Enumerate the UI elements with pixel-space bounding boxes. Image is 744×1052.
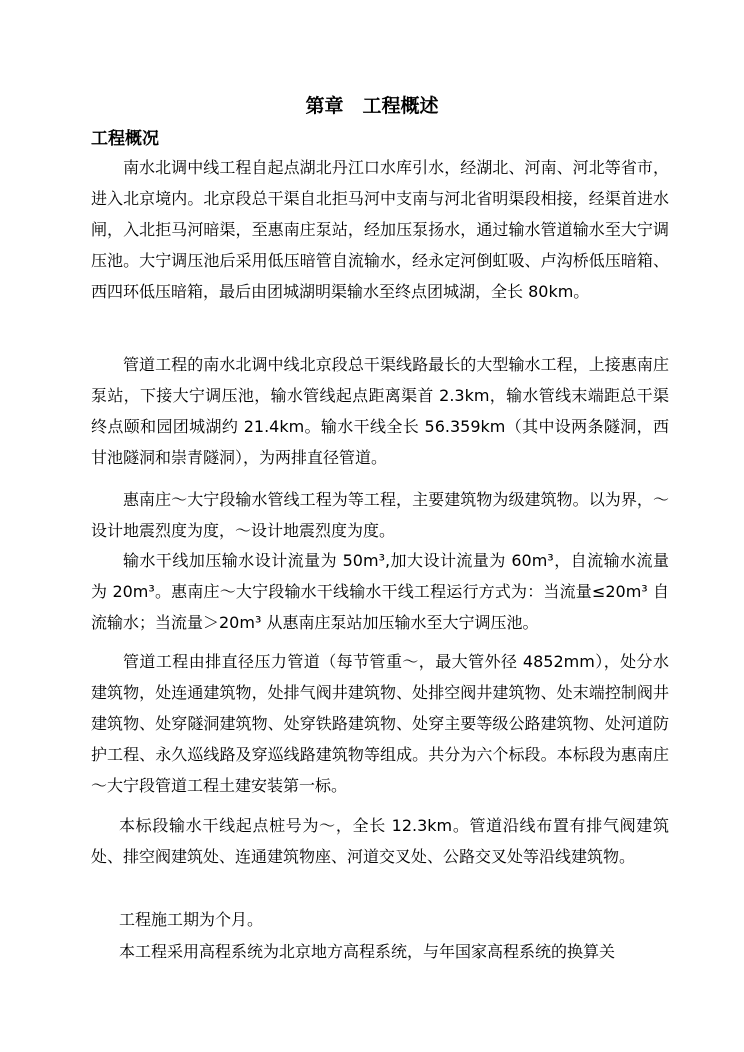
chapter-title: 第章 工程概述: [305, 95, 439, 117]
paragraph-flow-design: 输水干线加压输水设计流量为 50m³,加大设计流量为 60m³，自流输水流量为 20m³。惠南庄～大宁段输水干线输水干线工程运行方式为：当流量≤20m³ 自流输水；当流量＞20m³ 从惠南庄泵站加压输水至大宁调压池。: [91, 551, 669, 632]
paragraph-seismic-grade: 惠南庄～大宁段输水管线工程为等工程，主要建筑物为级建筑物。以为界，～设计地震烈度为度，～设计地震烈度为度。: [91, 490, 669, 540]
paragraph-structures: 管道工程由排直径压力管道（每节管重～，最大管外径 4852mm），处分水建筑物，处连通建筑物，处排气阀井建筑物、处排空阀井建筑物、处末端控制阀井建筑物、处穿隧洞建筑物、处穿铁路建筑物、处穿主要等级公路建筑物、处河道防护工程、永久巡线路及穿巡线路建筑物等组成。共分为六个标段。本标段为惠南庄～大宁段管道工程土建安装第一标。: [91, 652, 669, 795]
paragraph-section-scope: 本标段输水干线起点桩号为～，全长 12.3km。管道沿线布置有排气阀建筑处、排空阀建筑处、连通建筑物座、河道交叉处、公路交叉处等沿线建筑物。: [91, 816, 669, 866]
paragraph-pipeline-description: 管道工程的南水北调中线北京段总干渠线路最长的大型输水工程，上接惠南庄泵站，下接大宁调压池，输水管线起点距离渠首 2.3km，输水管线末端距总干渠终点颐和园团城湖约 21.4km。输水干线全长 56.359km（其中设两条隧洞，西甘池隧洞和崇青隧洞），为两排直径管道。: [91, 355, 669, 467]
paragraph-construction-period: 工程施工期为个月。: [119, 910, 264, 929]
paragraph-project-overview: 南水北调中线工程自起点湖北丹江口水库引水，经湖北、河南、河北等省市，进入北京境内。北京段总干渠自北拒马河中支南与河北省明渠段相接，经渠首进水闸，入北拒马河暗渠，至惠南庄泵站，经加压泵扬水，通过输水管道输水至大宁调压池。大宁调压池后采用低压暗管自流输水，经永定河倒虹吸、卢沟桥低压暗箱、西四环低压暗箱，最后由团城湖明渠输水至终点团城湖，全长 80km。: [91, 158, 669, 301]
paragraph-elevation-system: 本工程采用高程系统为北京地方高程系统，与年国家高程系统的换算关: [119, 942, 616, 961]
section-heading: 工程概况: [91, 129, 159, 149]
